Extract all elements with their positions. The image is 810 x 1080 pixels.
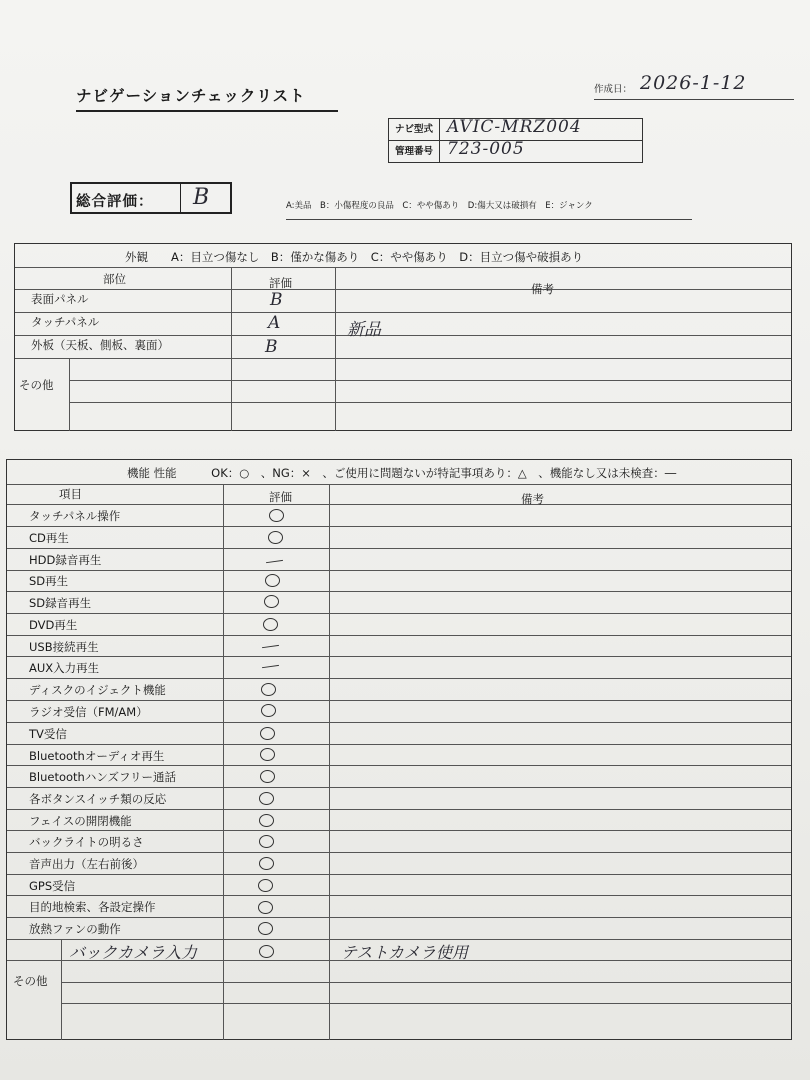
ok-mark-icon (260, 727, 275, 740)
appearance-grade: A (268, 313, 281, 333)
function-item: SD再生 (29, 574, 69, 588)
model-value: AVIC-MRZ004 (447, 117, 582, 137)
function-item: 放熱ファンの動作 (29, 922, 121, 936)
appearance-part: タッチパネル (31, 315, 100, 329)
overall-grade-label: 総合評価： (76, 194, 154, 210)
function-item: DVD再生 (29, 618, 78, 632)
ok-mark-icon (268, 531, 283, 544)
ok-mark-icon (258, 922, 273, 935)
ok-mark-icon (260, 748, 275, 761)
function-item: 音声出力（左右前後） (29, 857, 144, 871)
grade-legend: A:美品 B：小傷程度の良品 C：やや傷あり D:傷大又は破損有 E：ジャンク (286, 199, 692, 220)
function-item: Bluetoothオーディオ再生 (29, 749, 165, 763)
model-info-box (388, 118, 643, 163)
function-item: GPS受信 (29, 879, 76, 893)
overall-grade-box (70, 182, 232, 214)
created-date-field (594, 72, 794, 100)
created-date-value: 2026-1-12 (640, 72, 747, 94)
function-other-label: その他 (13, 974, 48, 988)
created-date-label: 作成日： (594, 84, 633, 95)
function-item: 各ボタンスイッチ類の反応 (29, 792, 167, 806)
function-item: SD録音再生 (29, 596, 92, 610)
ok-mark-icon (259, 814, 274, 827)
ok-mark-icon (261, 683, 276, 696)
ok-mark-icon (258, 901, 273, 914)
function-item: AUX入力再生 (29, 661, 100, 675)
function-col-note: 備考 (521, 492, 544, 506)
appearance-note: 新品 (347, 320, 381, 340)
appearance-grade: B (265, 337, 278, 357)
function-item: Bluetoothハンズフリー通話 (29, 770, 177, 784)
ok-mark-icon (263, 618, 278, 631)
appearance-col-note: 備考 (531, 282, 554, 296)
ok-mark-icon (264, 595, 279, 608)
appearance-part: 外板（天板、側板、裏面） (31, 338, 169, 352)
appearance-col-grade: 評価 (269, 276, 292, 290)
control-number-label: 管理番号 (389, 141, 440, 163)
ok-mark-icon (260, 770, 275, 783)
function-item: ディスクのイジェクト機能 (29, 683, 166, 697)
function-item: フェイスの開閉機能 (29, 814, 132, 828)
function-item: CD再生 (29, 531, 69, 545)
appearance-col-part: 部位 (103, 272, 126, 286)
function-item: HDD録音再生 (29, 553, 102, 567)
appearance-part: 表面パネル (31, 292, 89, 306)
ok-mark-icon (269, 509, 284, 522)
function-col-grade: 評価 (269, 490, 292, 504)
overall-grade-value: B (193, 185, 210, 210)
ok-mark-icon (259, 945, 274, 958)
appearance-table (14, 243, 792, 431)
ok-mark-icon (259, 857, 274, 870)
ok-mark-icon (261, 704, 276, 717)
ok-mark-icon (258, 879, 273, 892)
function-item: バックライトの明るさ (29, 835, 144, 849)
function-item: TV受信 (29, 727, 67, 741)
appearance-grade: B (270, 290, 283, 310)
function-item: USB接続再生 (29, 640, 99, 654)
ok-mark-icon (259, 792, 274, 805)
function-item: ラジオ受信（FM/AM） (29, 705, 148, 719)
dash-mark-icon (266, 560, 283, 564)
ok-mark-icon (265, 574, 280, 587)
ok-mark-icon (259, 835, 274, 848)
function-header: 機能 性能 OK：○ 、NG：× 、ご使用に問題ないが特記事項あり：△ 、機能なし又は未検査：― (127, 466, 677, 480)
model-label: ナビ型式 (389, 119, 440, 140)
function-other-note: テストカメラ使用 (341, 943, 468, 962)
function-table (6, 459, 792, 1040)
appearance-header: 外観 A：目立つ傷なし B：僅かな傷あり C：やや傷あり D：目立つ傷や破損あり (125, 250, 584, 264)
function-item: 目的地検索、各設定操作 (29, 900, 156, 914)
function-other-item: バックカメラ入力 (69, 943, 198, 962)
dash-mark-icon (262, 645, 279, 649)
function-item: タッチパネル操作 (29, 509, 121, 523)
dash-mark-icon (262, 665, 279, 669)
control-number-value: 723-005 (447, 139, 525, 159)
appearance-other-label: その他 (19, 378, 54, 392)
function-col-item: 項目 (59, 487, 82, 501)
page-title: ナビゲーションチェックリスト (76, 84, 338, 112)
